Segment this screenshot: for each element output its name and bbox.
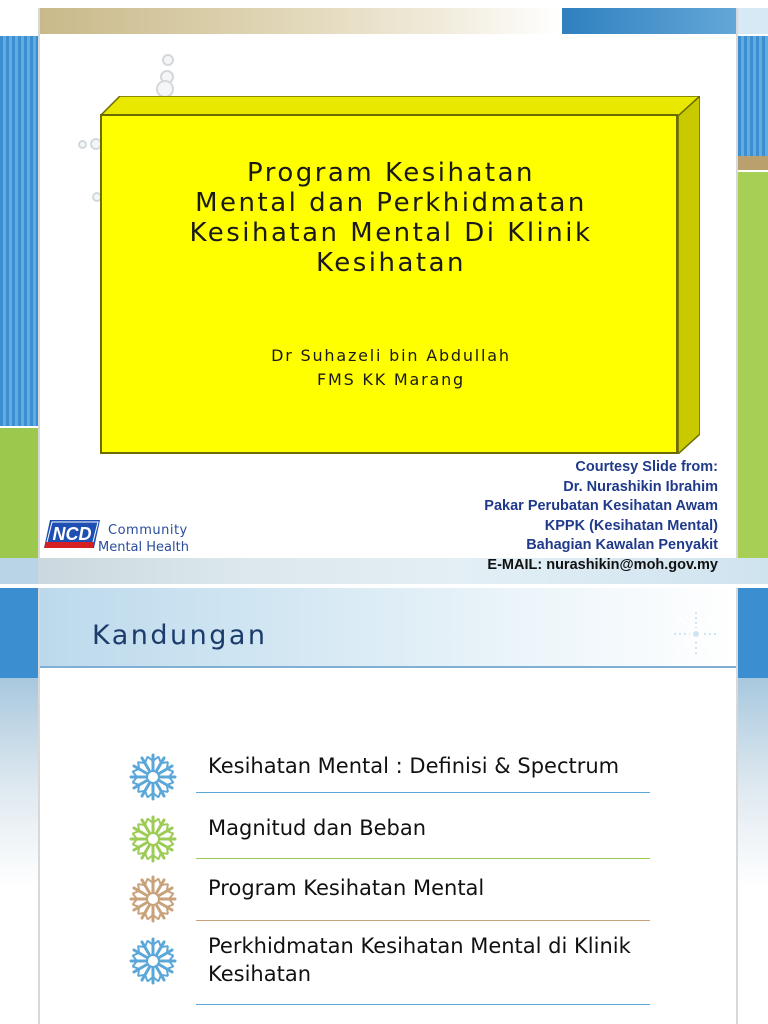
sparkle-icon [670, 608, 722, 660]
courtesy-unit: KPPK (Kesihatan Mental) [544, 517, 718, 534]
courtesy-position: Pakar Perubatan Kesihatan Awam [484, 498, 718, 514]
left-decor-green [0, 428, 38, 558]
title-box [100, 96, 700, 456]
title-box-front [100, 114, 678, 454]
ncd-logo-mark: NCD [52, 524, 92, 544]
courtesy-name: Dr. Nurashikin Ibrahim [563, 478, 718, 495]
top-decor-square [738, 8, 768, 34]
title-box-side-face [678, 96, 700, 454]
courtesy-email: E-MAIL: nurashikin@moh.gov.my [487, 556, 718, 573]
ncd-logo-icon [44, 518, 100, 550]
courtesy-division: Bahagian Kawalan Penyakit [526, 537, 718, 553]
courtesy-block [484, 458, 718, 575]
right-decor-band [738, 156, 768, 170]
contents-title: Kandungan [92, 620, 268, 651]
ncd-logo-text [98, 522, 189, 556]
slide-title-line: Kesihatan [315, 248, 467, 278]
right-decor-green [738, 172, 768, 572]
left-divider [38, 8, 40, 568]
left-divider [38, 588, 40, 1024]
bubble-decor [162, 54, 174, 66]
slide-title-line: Program Kesihatan [246, 158, 535, 188]
slide-title [102, 158, 680, 278]
author-affiliation: FMS KK Marang [316, 370, 465, 389]
snowflake-icon [128, 936, 178, 986]
right-divider [736, 588, 738, 1024]
courtesy-heading: Courtesy Slide from: [575, 459, 718, 475]
slide-title-text [102, 158, 680, 278]
contents-slide [0, 588, 768, 1024]
bubble-decor [78, 140, 87, 149]
contents-item-label: Perkhidmatan Kesihatan Mental di Klinik Kesihatan [208, 934, 631, 986]
left-decor-stripes [0, 36, 38, 426]
bottom-decor-square [0, 558, 38, 584]
author-name: Dr Suhazeli bin Abdullah [271, 346, 511, 365]
author-block [102, 344, 680, 392]
snowflake-icon [128, 874, 178, 924]
snowflake-icon [128, 814, 178, 864]
ncd-logo-line2: Mental Health [98, 540, 189, 555]
right-divider [736, 8, 738, 568]
contents-item-label: Kesihatan Mental : Definisi & Spectrum [208, 754, 620, 778]
header-divider [40, 666, 736, 668]
title-box-top-face [100, 96, 700, 116]
slide-title-line: Kesihatan Mental Di Klinik [189, 218, 593, 248]
right-decor-stripes [738, 36, 768, 156]
right-decor-column [738, 588, 768, 1024]
top-decor-blue [562, 8, 736, 34]
slide-title-line: Mental dan Perkhidmatan [195, 188, 587, 218]
top-decor-bar [40, 8, 560, 34]
contents-item-label: Magnitud dan Beban [208, 816, 427, 840]
ncd-logo-line1: Community [108, 523, 188, 538]
snowflake-icon [128, 752, 178, 802]
contents-item-label: Program Kesihatan Mental [208, 876, 485, 900]
left-decor-column [0, 588, 38, 1024]
